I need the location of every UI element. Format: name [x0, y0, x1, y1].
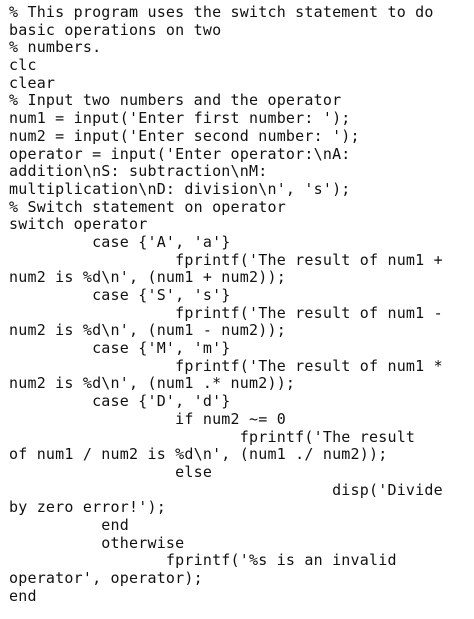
- code-line: % Switch statement on operator: [9, 197, 286, 216]
- code-line: operator', operator);: [9, 569, 203, 587]
- code-line: else: [9, 462, 213, 481]
- code-line: end: [9, 515, 129, 534]
- code-line: num1 = input('Enter first number: ');: [9, 109, 351, 128]
- code-line: of num1 / num2 is %d\n', (num1 ./ num2));: [9, 445, 388, 464]
- code-line: by zero error!');: [9, 498, 166, 517]
- code-line: num2 is %d\n', (num1 .* num2));: [9, 374, 296, 393]
- code-line: fprintf('The result of num1 +: [9, 250, 443, 269]
- code-line: case {'D', 'd'}: [9, 392, 231, 411]
- code-line: switch operator: [9, 215, 148, 234]
- code-line: num2 is %d\n', (num1 + num2));: [9, 268, 286, 287]
- code-listing: [9, 4, 443, 605]
- code-line: otherwise: [9, 533, 185, 552]
- code-line: fprintf('The result: [9, 427, 416, 446]
- code-line: disp('Divide: [9, 480, 443, 499]
- code-line: num2 is %d\n', (num1 - num2));: [9, 321, 286, 340]
- code-line: % This program uses the switch statement to do: [9, 3, 434, 21]
- code-line: case {'A', 'a'}: [9, 232, 231, 251]
- code-line: addition\nS: subtraction\nM:: [9, 162, 268, 181]
- code-line: fprintf('%s is an invalid: [9, 551, 397, 570]
- code-line: clc: [9, 56, 37, 75]
- code-line: case {'S', 's'}: [9, 286, 231, 304]
- code-line: % Input two numbers and the operator: [9, 91, 342, 110]
- code-line: basic operations on two: [9, 20, 222, 39]
- code-line: clear: [9, 73, 56, 92]
- code-line: num2 = input('Enter second number: ');: [9, 126, 360, 145]
- code-line: end: [9, 586, 37, 605]
- code-line: multiplication\nD: division\n', 's');: [9, 179, 351, 198]
- code-line: fprintf('The result of num1 *: [9, 356, 443, 375]
- code-line: if num2 ~= 0: [9, 409, 286, 428]
- code-line: fprintf('The result of num1 -: [9, 303, 443, 322]
- code-line: % numbers.: [9, 38, 102, 57]
- code-line: case {'M', 'm'}: [9, 339, 231, 358]
- code-line: operator = input('Enter operator:\nA:: [9, 144, 351, 163]
